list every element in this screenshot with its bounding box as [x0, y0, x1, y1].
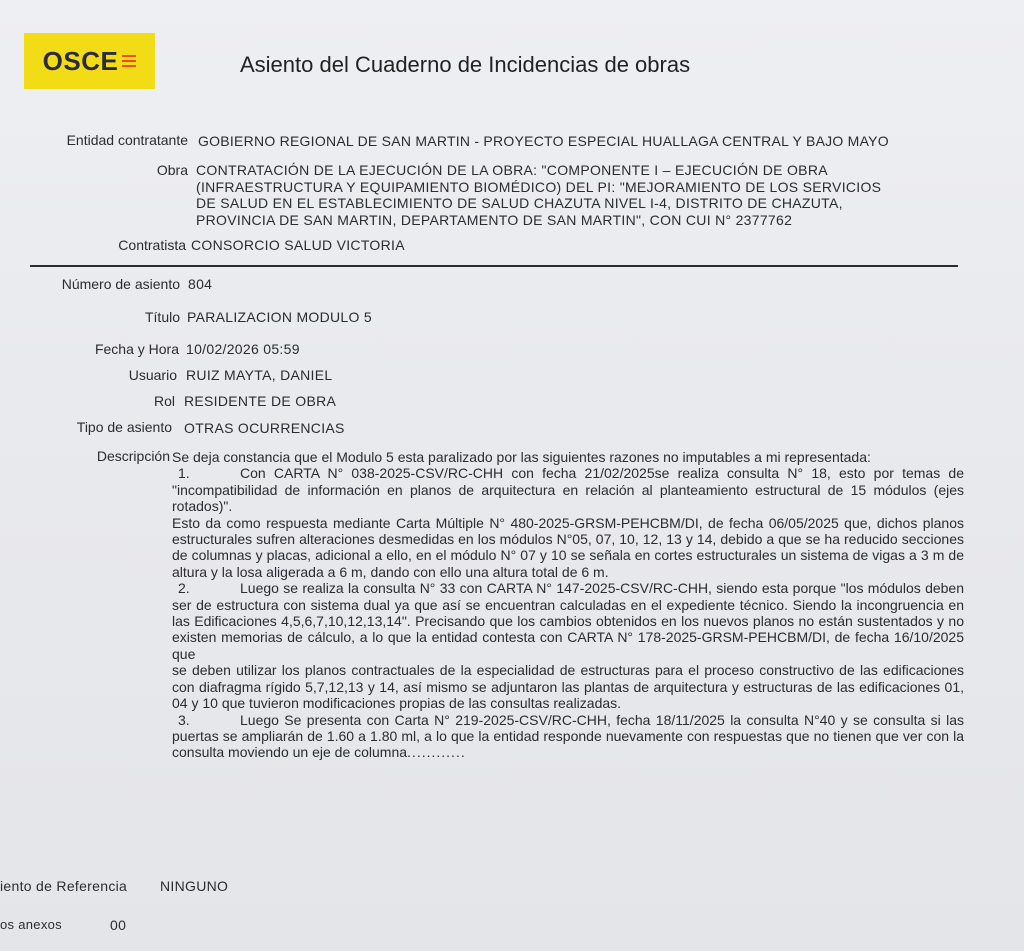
anexos-value: 00	[110, 917, 127, 933]
obra-line: DE SALUD EN EL ESTABLECIMIENTO DE SALUD CHAZUTA NIVEL I-4, DISTRITO DE CHAZUTA,	[196, 195, 843, 211]
obra-line: (INFRAESTRUCTURA Y EQUIPAMIENTO BIOMÉDICO) DEL PI: "MEJORAMIENTO DE LOS SERVICIOS	[196, 178, 882, 195]
item-dots: ............	[407, 744, 466, 761]
entidad-value: GOBIERNO REGIONAL DE SAN MARTIN - PROYECTO ESPECIAL HUALLAGA CENTRAL Y BAJO MAYO	[198, 133, 889, 149]
rol-label: Rol	[153, 393, 175, 409]
header-divider	[30, 265, 958, 267]
descripcion-item-1	[172, 465, 964, 514]
usuario-value: RUIZ MAYTA, DANIEL	[186, 367, 333, 383]
rol-value: RESIDENTE DE OBRA	[184, 393, 337, 409]
descripcion-item-3	[172, 712, 964, 761]
item-number: 3.	[178, 711, 190, 728]
item-text: Luego Se presenta con Carta N° 219-2025-CSV/RC-CHH, fecha 18/11/2025 la consulta N°40 y se consulta si las puertas se ampliarán de 1.60 a 1.80 ml, a lo que la entidad responde nuevamente con respuestas que no tienen que ver con la consulta moviendo un eje de columna	[172, 711, 964, 761]
titulo-label: Título	[144, 309, 180, 325]
referencia-label: iento de Referencia	[0, 878, 128, 894]
entidad-label: Entidad contratante	[66, 132, 188, 148]
numero-value: 804	[188, 276, 213, 292]
anexos-label: os anexos	[0, 917, 62, 932]
contratista-label: Contratista	[118, 237, 186, 253]
obra-line: PROVINCIA DE SAN MARTIN, DEPARTAMENTO DE SAN MARTIN", CON CUI N° 2377762	[196, 211, 793, 228]
obra-label: Obra	[156, 162, 188, 178]
logo-bars-icon	[122, 52, 136, 70]
titulo-value: PARALIZACION MODULO 5	[187, 309, 372, 325]
numero-label: Número de asiento	[61, 276, 180, 292]
tipo-value: OTRAS OCURRENCIAS	[184, 420, 345, 436]
contratista-value: CONSORCIO SALUD VICTORIA	[191, 237, 405, 253]
fecha-value: 10/02/2026 05:59	[186, 341, 300, 357]
logo-text: OSCE	[42, 45, 119, 76]
item-number: 1.	[178, 465, 190, 482]
page-title: Asiento del Cuaderno de Incidencias de obras	[240, 52, 691, 77]
descripcion-item-2	[172, 580, 964, 662]
referencia-value: NINGUNO	[160, 878, 229, 894]
descripcion-body	[172, 449, 964, 761]
osce-logo	[24, 33, 155, 89]
item-number: 2.	[178, 580, 190, 597]
usuario-label: Usuario	[128, 367, 177, 383]
tipo-label: Tipo de asiento	[76, 419, 172, 435]
item-text: Con CARTA N° 038-2025-CSV/RC-CHH con fecha 21/02/2025se realiza consulta N° 18, esto por temas de "incompatibilidad de información en planos de arquitectura en relación al planteamiento estructural de 15 módulos (ejes rotados)".	[172, 465, 964, 515]
fecha-label: Fecha y Hora	[94, 341, 179, 357]
descripcion-item-2-continued: se deben utilizar los planos contractuales de la especialidad de estructuras para el proceso constructivo de las edificaciones con diafragma rígido 5,7,12,13 y 14, así mismo se adjuntaron las plantas de arquitectura y estructuras de las edificaciones 01, 04 y 10 que tuvieron modificaciones propias de las consultas realizadas.	[172, 662, 964, 712]
obra-line: CONTRATACIÓN DE LA EJECUCIÓN DE LA OBRA: "COMPONENTE I – EJECUCIÓN DE OBRA	[196, 162, 828, 178]
obra-value	[196, 162, 881, 228]
item-text: Luego se realiza la consulta N° 33 con CARTA N° 147-2025-CSV/RC-CHH, siendo esta porque "los módulos deben ser de estructura con sistema dual ya que así se encuentran calculadas en el expediente técnico. Siendo la incongruencia en las Edificaciones 4,5,6,7,10,12,13,14". Precisando que los cambios obtenidos en los nuevos planos no están sustentados y no existen memorias de cálculo, a lo que la entidad contesta con CARTA N° 178-2025-GRSM-PEHCBM/DI, de fecha 16/10/2025 que	[172, 580, 964, 662]
descripcion-intro: Se deja constancia que el Modulo 5 esta paralizado por las siguientes razones no imputables a mi representada:	[172, 449, 871, 465]
descripcion-item-1-continued: Esto da como respuesta mediante Carta Múltiple N° 480-2025-GRSM-PEHCBM/DI, de fecha 06/05/2025 que, dichos planos estructurales sufren alteraciones desmedidas en los módulos N°05, 07, 10, 12, 13 y 14, debido a que se ha reducido secciones de columnas y placas, adicional a ello, en el módulo N° 07 y 10 se señala en cortes estructurales un sistema de vigas a 3 m de altura y la losa aligerada a 6 m, dando con ello una altura total de 6 m.	[172, 514, 964, 580]
descripcion-label: Descripción	[96, 448, 170, 464]
